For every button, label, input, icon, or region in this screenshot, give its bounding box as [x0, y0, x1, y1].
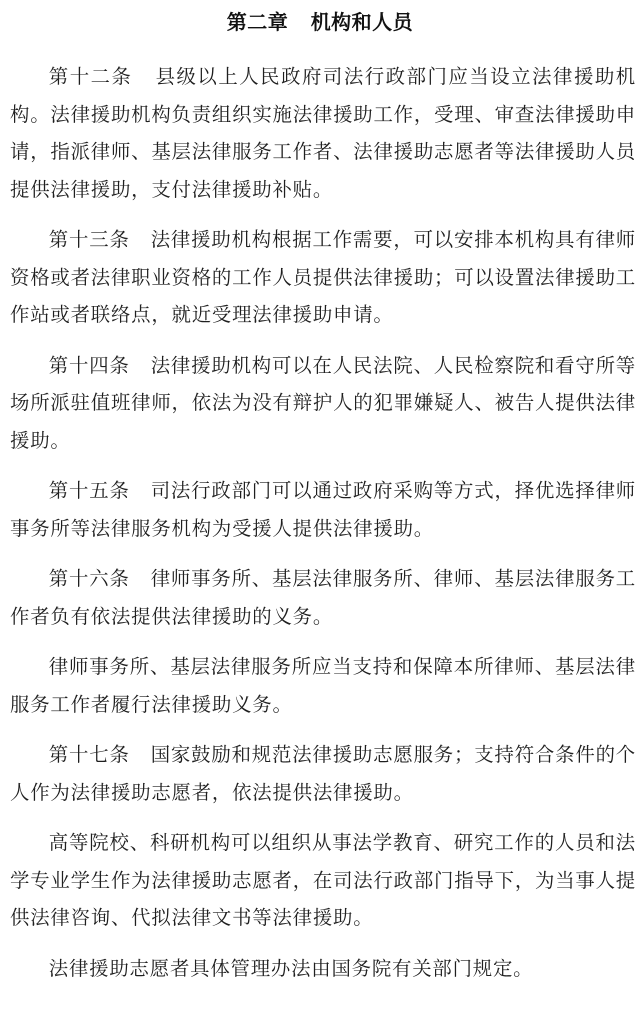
article-number: 第十五条: [48, 479, 130, 502]
article-text: 法律援助机构根据工作需要，可以安排本机构具有律师资格或者法律职业资格的工作人员提供法律援助；可以设置法律援助工作站或者联络点，就近受理法律援助申请。: [10, 228, 636, 326]
article-text: 法律援助机构可以在人民法院、人民检察院和看守所等场所派驻值班律师，依法为没有辩护人的犯罪嫌疑人、被告人提供法律援助。: [10, 353, 636, 452]
chapter-body: [10, 58, 636, 1000]
article-text: 法律援助志愿者具体管理办法由国务院有关部门规定。: [48, 956, 534, 980]
article-text: 律师事务所、基层法律服务所应当支持和保障本所律师、基层法律服务工作者履行法律援助义务。: [10, 655, 636, 716]
article-text: 县级以上人民政府司法行政部门应当设立法律援助机构。法律援助机构负责组织实施法律援助工作，受理、审查法律援助申请，指派律师、基层法律服务工作者、法律援助志愿者等法律援助人员提供法律援助，支付法律援助补贴。: [10, 65, 636, 201]
article-16-paragraph-2: [10, 648, 636, 723]
article-number: 第十七条: [48, 743, 130, 766]
article-text: 律师事务所、基层法律服务所、律师、基层法律服务工作者负有依法提供法律援助的义务。: [10, 567, 636, 628]
article-number: 第十六条: [48, 567, 130, 590]
chapter-number: 第二章: [226, 10, 289, 34]
article-15-paragraph: [10, 472, 636, 547]
article-text: 司法行政部门可以通过政府采购等方式，择优选择律师事务所等法律服务机构为受援人提供法律援助。: [10, 479, 636, 540]
chapter-name: 机构和人员: [310, 10, 414, 34]
article-number: 第十四条: [48, 353, 130, 377]
article-14-paragraph: [10, 347, 636, 460]
article-16-paragraph: [10, 560, 636, 635]
article-17-paragraph: [10, 736, 636, 811]
article-17-paragraph-3: [10, 950, 636, 988]
chapter-title: [0, 6, 640, 38]
article-text: 高等院校、科研机构可以组织从事法学教育、研究工作的人员和法学专业学生作为法律援助志愿者，在司法行政部门指导下，为当事人提供法律咨询、代拟法律文书等法律援助。: [10, 831, 636, 929]
article-number: 第十二条: [48, 65, 133, 88]
article-12-paragraph: [10, 58, 636, 208]
article-13-paragraph: [10, 221, 636, 334]
article-17-paragraph-2: [10, 824, 636, 937]
article-number: 第十三条: [48, 228, 130, 251]
article-text: 国家鼓励和规范法律援助志愿服务；支持符合条件的个人作为法律援助志愿者，依法提供法律援助。: [10, 743, 636, 804]
